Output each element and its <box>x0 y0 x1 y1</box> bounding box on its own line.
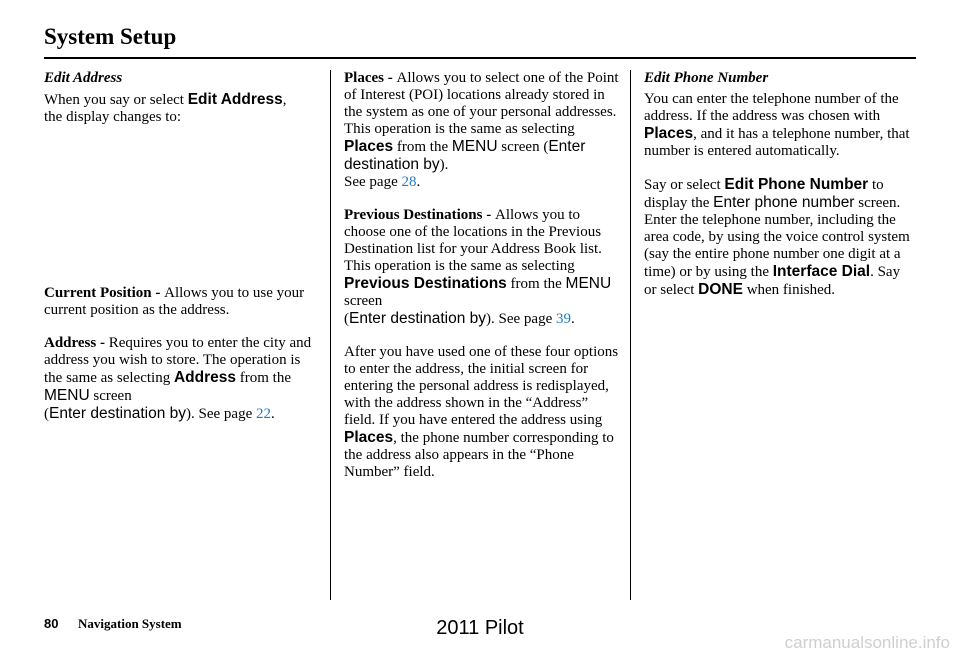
enter-phone-number-term: Enter phone number <box>713 194 855 211</box>
places-term: Places <box>344 138 394 155</box>
enter-destination-term: Enter destination by <box>49 405 187 422</box>
edit-phone-number-term: Edit Phone Number <box>724 176 869 193</box>
address-label: Address - <box>44 335 109 351</box>
address-text-3: screen ( <box>44 388 132 422</box>
current-position-paragraph <box>44 285 316 319</box>
current-position-label: Current Position - <box>44 285 165 301</box>
intro-text-2: , the display changes to: <box>44 92 287 125</box>
header-rule <box>44 57 916 59</box>
column-divider-1 <box>330 70 331 600</box>
places-text-4: ). See page <box>344 157 449 190</box>
places-label: Places - <box>344 70 397 86</box>
places-text: Allows you to select one of the Point of Interest (POI) locations already stored in the system as one of your personal addresses. This operation is the same as selecting <box>344 70 619 137</box>
done-term: DONE <box>698 281 743 298</box>
places-text-5: . <box>416 174 421 190</box>
enter-destination-term: Enter destination by <box>349 310 487 327</box>
after-text: After you have used one of these four options to enter the address, the initial screen for entering the personal address is redisplayed, with the address shown in the “Address” field. If you have entered the address using <box>344 344 619 428</box>
address-text-2: from the <box>236 370 291 386</box>
phone2-text-3: screen. Enter the telephone number, including the area code, by using the voice control system (say the entire phone number one digit at a time) or by using the <box>644 195 910 280</box>
phone2-text: Say or select <box>644 177 725 193</box>
column-3 <box>644 70 916 315</box>
places-term: Places <box>644 125 694 142</box>
places-text-2: from the <box>393 139 452 155</box>
address-text: Requires you to enter the city and address you wish to store. The operation is the same as selecting <box>44 335 312 386</box>
previous-destinations-paragraph <box>344 207 620 328</box>
footer-system-name: Navigation System <box>78 616 182 631</box>
previous-text-3: screen ( <box>344 293 383 327</box>
column-1 <box>44 70 316 439</box>
page-link-28[interactable]: 28 <box>401 174 417 190</box>
previous-destinations-text: Allows you to choose one of the locations in the Previous Destination list for your Address Book list. This operation is the same as selecting <box>344 207 602 274</box>
phone2-text-2: to display the <box>644 177 884 211</box>
site-watermark: carmanualsonline.info <box>784 633 950 652</box>
previous-text-4: ). See page <box>486 311 556 327</box>
page-link-22[interactable]: 22 <box>255 406 271 422</box>
column-2 <box>344 70 620 497</box>
page-link-39[interactable]: 39 <box>555 311 571 327</box>
display-image-placeholder <box>44 142 316 285</box>
menu-term: MENU <box>451 138 498 155</box>
page-title: System Setup <box>44 24 177 49</box>
previous-text-2: from the <box>506 276 566 292</box>
intro-text: When you say or select <box>44 92 188 108</box>
address-text-4: ). See page <box>186 406 256 422</box>
phone-paragraph-1 <box>644 91 916 160</box>
enter-destination-term: Enter destination by <box>344 138 586 173</box>
phone2-text-5: when finished. <box>742 282 836 298</box>
column-divider-2 <box>630 70 631 600</box>
after-paragraph <box>344 344 620 481</box>
address-paragraph <box>44 335 316 423</box>
edit-address-intro <box>44 91 316 126</box>
previous-text-5: . <box>570 311 575 327</box>
menu-term: MENU <box>44 387 90 404</box>
phone-text: You can enter the telephone number of the address. If the address was chosen with <box>644 91 899 124</box>
edit-phone-heading: Edit Phone Number <box>644 70 769 86</box>
previous-destinations-label: Previous Destinations - <box>344 207 495 223</box>
places-text-3: screen ( <box>497 139 549 155</box>
current-position-text: Allows you to use your current position as the address. <box>44 285 305 318</box>
address-text-5: . <box>270 406 275 422</box>
previous-destinations-term: Previous Destinations <box>344 275 507 292</box>
after-text-2: , the phone number corresponding to the address also appears in the “Phone Number” field. <box>344 430 614 480</box>
address-term: Address <box>173 369 236 386</box>
edit-address-heading: Edit Address <box>44 70 123 86</box>
edit-address-term: Edit Address <box>187 91 283 108</box>
menu-term: MENU <box>565 275 612 292</box>
interface-dial-term: Interface Dial <box>772 263 871 280</box>
page-number: 80 <box>44 616 59 631</box>
phone-paragraph-2 <box>644 176 916 299</box>
phone-text-2: , and it has a telephone number, that number is entered automatically. <box>644 126 910 159</box>
model-watermark: 2011 Pilot <box>436 617 524 639</box>
places-paragraph <box>344 70 620 191</box>
phone2-text-4: . Say or select <box>644 264 901 298</box>
places-term: Places <box>344 429 394 446</box>
